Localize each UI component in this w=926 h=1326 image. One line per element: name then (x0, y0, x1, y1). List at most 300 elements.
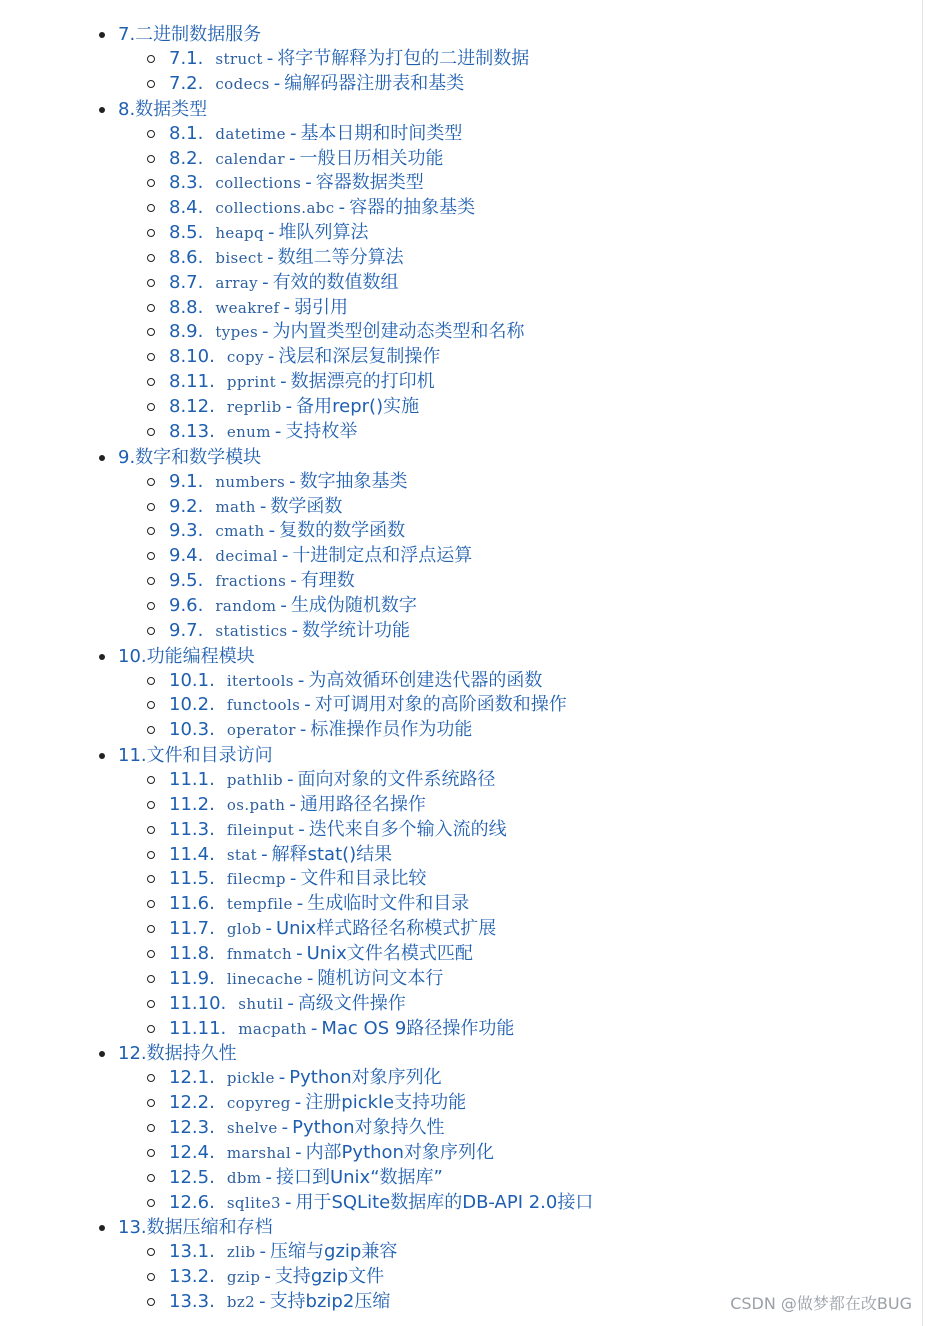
module-description: 数学函数 (270, 495, 343, 517)
separator-dash: - (280, 594, 287, 616)
module-name: cmath (215, 522, 265, 541)
separator-dash: - (289, 470, 296, 492)
separator-dash: - (289, 868, 297, 890)
item-link[interactable] (169, 395, 419, 420)
separator-dash: - (338, 197, 346, 219)
module-description: Python对象序列化 (289, 1067, 442, 1089)
separator-dash: - (296, 943, 303, 964)
separator-dash: - (291, 619, 298, 641)
item-link[interactable] (169, 992, 406, 1017)
item-number: 9.5. (169, 570, 204, 592)
item-link[interactable] (169, 345, 440, 370)
list-item[interactable] (0, 519, 910, 544)
module-name: fnmatch (226, 945, 293, 963)
item-number: 11.11. (169, 1017, 227, 1039)
item-link[interactable] (169, 793, 426, 818)
separator-dash: - (259, 1291, 266, 1313)
section-title-link[interactable]: 13.数据压缩和存档 (118, 1217, 273, 1239)
bullet-circle-icon (147, 1199, 155, 1207)
item-link[interactable] (169, 693, 567, 718)
module-description: Mac OS 9路径操作功能 (321, 1017, 515, 1039)
bullet-circle-icon (147, 403, 155, 411)
section-title-link[interactable]: 11.文件和目录访问 (118, 745, 273, 767)
list-item[interactable] (0, 271, 910, 296)
module-name: glob (226, 920, 262, 939)
module-name: fractions (215, 572, 287, 591)
item-link[interactable] (169, 196, 475, 221)
module-description: 生成伪随机数字 (290, 594, 417, 616)
bullet-circle-icon (147, 353, 155, 361)
module-description: Python对象持久性 (292, 1117, 445, 1139)
item-number: 11.1. (169, 769, 215, 791)
item-number: 9.4. (169, 545, 204, 567)
list-item[interactable] (0, 594, 910, 619)
separator-dash: - (259, 495, 267, 517)
item-number: 8.11. (169, 371, 215, 393)
bullet-circle-icon (147, 552, 155, 560)
item-link[interactable] (169, 594, 417, 619)
module-name: copyreg (226, 1094, 291, 1113)
list-item[interactable] (0, 470, 910, 495)
item-number: 11.6. (169, 893, 215, 915)
module-description: 注册pickle支持功能 (305, 1092, 467, 1114)
list-item[interactable] (0, 1240, 910, 1265)
section-title-link[interactable]: 8.数据类型 (118, 98, 208, 120)
bullet-circle-icon (147, 527, 155, 535)
item-number: 13.3. (169, 1291, 215, 1313)
item-link[interactable] (169, 370, 435, 395)
item-number: 8.5. (169, 222, 204, 244)
item-number: 9.1. (169, 470, 204, 492)
module-description: 对可调用对象的高阶函数和操作 (314, 694, 567, 716)
module-description: 数组二等分算法 (277, 246, 404, 268)
section-heading[interactable] (0, 97, 910, 122)
module-name: copy (226, 348, 264, 367)
list-item[interactable] (0, 619, 910, 644)
sub-item-list (0, 470, 910, 644)
module-name: filecmp (226, 870, 286, 889)
module-name: marshal (226, 1143, 292, 1162)
item-link[interactable] (169, 246, 404, 271)
watermark: CSDN @做梦都在改BUG (730, 1294, 912, 1313)
bullet-circle-icon (147, 1074, 155, 1082)
item-number: 11.8. (169, 943, 215, 964)
separator-dash: - (306, 967, 314, 989)
bullet-disc-icon (99, 32, 105, 38)
module-name: collections.abc (215, 199, 335, 218)
bullet-circle-icon (147, 677, 155, 685)
bullet-circle-icon (147, 254, 155, 262)
item-link[interactable] (169, 470, 408, 495)
module-description: Unix样式路径名称模式扩展 (275, 918, 497, 940)
toc-section (0, 1041, 910, 1215)
list-item[interactable] (0, 718, 910, 743)
item-link[interactable] (169, 768, 496, 793)
item-link[interactable] (169, 1166, 443, 1191)
item-number: 11.2. (169, 793, 215, 815)
module-description: 迭代来自多个输入流的线 (308, 818, 507, 840)
separator-dash: - (266, 48, 274, 69)
section-heading[interactable] (0, 22, 910, 47)
module-name: types (215, 323, 259, 342)
item-number: 8.3. (169, 172, 204, 194)
item-number: 8.12. (169, 395, 215, 417)
list-item[interactable] (0, 72, 910, 97)
module-name: tempfile (226, 895, 293, 914)
module-name: dbm (226, 1168, 262, 1187)
bullet-disc-icon (99, 1051, 105, 1057)
module-name: numbers (215, 472, 286, 491)
table-of-contents (0, 22, 910, 1315)
bullet-disc-icon (99, 455, 105, 461)
module-name: struct (215, 50, 263, 68)
list-item[interactable] (0, 320, 910, 345)
item-link[interactable] (169, 1066, 442, 1091)
section-title-link[interactable]: 9.数字和数学模块 (118, 446, 262, 468)
bullet-circle-icon (147, 1174, 155, 1182)
bullet-circle-icon (147, 826, 155, 834)
separator-dash: - (273, 72, 281, 94)
separator-dash: - (262, 321, 269, 343)
module-name: weakref (215, 298, 280, 317)
list-item[interactable] (0, 221, 910, 246)
module-name: pprint (226, 373, 277, 392)
module-name: codecs (215, 74, 270, 93)
item-link[interactable] (169, 1116, 445, 1141)
module-name: collections (215, 174, 302, 193)
bullet-circle-icon (147, 179, 155, 187)
item-link[interactable] (169, 320, 525, 345)
module-name: bz2 (226, 1293, 256, 1312)
bullet-circle-icon (147, 950, 155, 958)
list-item[interactable] (0, 917, 910, 942)
item-link[interactable] (169, 1191, 593, 1216)
module-name: fileinput (226, 820, 295, 839)
toc-section (0, 743, 910, 1041)
bullet-circle-icon (147, 378, 155, 386)
section-title-link[interactable]: 7.二进制数据服务 (118, 24, 262, 45)
list-item[interactable] (0, 544, 910, 569)
item-number: 11.7. (169, 918, 215, 940)
separator-dash: - (289, 793, 296, 815)
page-edge-divider (922, 0, 923, 1326)
list-item[interactable] (0, 246, 910, 271)
list-item[interactable] (0, 171, 910, 196)
item-number: 8.2. (169, 147, 204, 169)
section-heading[interactable] (0, 445, 910, 470)
item-number: 12.4. (169, 1141, 215, 1163)
module-description: 支持gzip文件 (274, 1266, 385, 1288)
list-item[interactable] (0, 122, 910, 147)
separator-dash: - (280, 371, 287, 393)
module-description: 为高效循环创建迭代器的函数 (308, 669, 543, 691)
item-number: 12.3. (169, 1117, 215, 1139)
module-description: Unix文件名模式匹配 (306, 943, 473, 964)
list-item[interactable] (0, 693, 910, 718)
module-description: 为内置类型创建动态类型和名称 (272, 321, 525, 343)
module-name: sqlite3 (226, 1193, 281, 1212)
item-number: 12.2. (169, 1092, 215, 1114)
module-name: reprlib (226, 397, 282, 416)
separator-dash: - (285, 395, 293, 417)
module-name: pickle (226, 1069, 275, 1088)
separator-dash: - (299, 719, 307, 741)
separator-dash: - (287, 769, 294, 791)
bullet-circle-icon (147, 875, 155, 883)
list-item[interactable] (0, 147, 910, 172)
module-name: os.path (226, 795, 286, 814)
module-description: 内部Python对象序列化 (305, 1141, 494, 1163)
item-link[interactable] (169, 296, 348, 321)
section-heading[interactable] (0, 1041, 910, 1066)
separator-dash: - (274, 420, 282, 442)
list-item[interactable] (0, 793, 910, 818)
item-number: 10.3. (169, 719, 215, 741)
item-link[interactable] (169, 72, 464, 97)
item-number: 8.9. (169, 321, 204, 343)
list-item[interactable] (0, 768, 910, 793)
separator-dash: - (265, 1166, 272, 1188)
item-link[interactable] (169, 1091, 466, 1116)
list-item[interactable] (0, 395, 910, 420)
item-number: 7.2. (169, 72, 204, 94)
module-name: linecache (226, 969, 303, 988)
bullet-circle-icon (147, 328, 155, 336)
sub-item-list (0, 122, 910, 445)
item-number: 8.8. (169, 296, 204, 318)
item-link[interactable] (169, 843, 392, 868)
module-description: 基本日期和时间类型 (300, 122, 463, 144)
list-item[interactable] (0, 1141, 910, 1166)
list-item[interactable] (0, 1066, 910, 1091)
module-description: 十进制定点和浮点运算 (292, 545, 473, 567)
separator-dash: - (281, 545, 289, 567)
module-description: 浅层和深层复制操作 (278, 346, 441, 368)
separator-dash: - (267, 346, 275, 368)
item-number: 8.10. (169, 346, 215, 368)
item-link[interactable] (169, 942, 473, 967)
item-link[interactable] (169, 495, 342, 520)
item-link[interactable] (169, 867, 426, 892)
module-description: 复数的数学函数 (279, 520, 406, 542)
list-item[interactable] (0, 1091, 910, 1116)
separator-dash: - (262, 271, 269, 293)
bullet-circle-icon (147, 776, 155, 784)
item-number: 11.9. (169, 967, 215, 989)
bullet-circle-icon (147, 577, 155, 585)
item-link[interactable] (169, 619, 410, 644)
item-link[interactable] (169, 47, 529, 72)
list-item[interactable] (0, 370, 910, 395)
item-number: 8.7. (169, 271, 204, 293)
separator-dash: - (287, 992, 294, 1014)
separator-dash: - (278, 1067, 286, 1089)
bullet-circle-icon (147, 304, 155, 312)
item-number: 8.4. (169, 197, 204, 219)
separator-dash: - (288, 147, 296, 169)
module-name: pathlib (226, 771, 284, 790)
separator-dash: - (267, 246, 274, 268)
bullet-circle-icon (147, 602, 155, 610)
item-link[interactable] (169, 917, 496, 942)
bullet-circle-icon (147, 55, 155, 63)
item-link[interactable] (169, 271, 399, 296)
module-description: 备用repr()实施 (296, 395, 420, 417)
list-item[interactable] (0, 1166, 910, 1191)
bullet-circle-icon (147, 130, 155, 138)
module-name: statistics (215, 621, 288, 640)
module-description: 通用路径名操作 (299, 793, 426, 815)
bullet-circle-icon (147, 1099, 155, 1107)
bullet-disc-icon (99, 107, 105, 113)
list-item[interactable] (0, 196, 910, 221)
separator-dash: - (295, 1141, 302, 1163)
bullet-circle-icon (147, 1248, 155, 1256)
toc-section (0, 644, 910, 744)
list-item[interactable] (0, 942, 910, 967)
item-number: 8.6. (169, 246, 204, 268)
item-link[interactable] (169, 569, 355, 594)
module-description: 标准操作员作为功能 (310, 719, 473, 741)
bullet-circle-icon (147, 229, 155, 237)
separator-dash: - (283, 296, 291, 318)
list-item[interactable] (0, 892, 910, 917)
separator-dash: - (290, 570, 297, 592)
item-number: 9.3. (169, 520, 204, 542)
module-description: 数字抽象基类 (299, 470, 408, 492)
item-link[interactable] (169, 1017, 514, 1042)
item-link[interactable] (169, 892, 469, 917)
item-link[interactable] (169, 221, 369, 246)
item-number: 10.2. (169, 694, 215, 716)
separator-dash: - (268, 222, 275, 244)
bullet-circle-icon (147, 1298, 155, 1306)
module-description: 支持bzip2压缩 (269, 1291, 391, 1313)
list-item[interactable] (0, 818, 910, 843)
module-description: 高级文件操作 (297, 992, 406, 1014)
module-name: decimal (215, 547, 278, 566)
separator-dash: - (304, 694, 311, 716)
module-description: 有理数 (300, 570, 355, 592)
bullet-circle-icon (147, 801, 155, 809)
item-number: 12.1. (169, 1067, 215, 1089)
item-number: 13.2. (169, 1266, 215, 1288)
sub-item-list (0, 669, 910, 744)
item-link[interactable] (169, 420, 357, 445)
sub-item-list (0, 1066, 910, 1215)
bullet-disc-icon (99, 753, 105, 759)
item-link[interactable] (169, 519, 405, 544)
separator-dash: - (294, 1092, 302, 1114)
module-name: operator (226, 721, 296, 740)
module-name: itertools (226, 671, 294, 690)
list-item[interactable] (0, 296, 910, 321)
list-item[interactable] (0, 569, 910, 594)
list-item[interactable] (0, 669, 910, 694)
item-number: 9.7. (169, 619, 204, 641)
item-link[interactable] (169, 1240, 397, 1265)
item-number: 11.5. (169, 868, 215, 890)
bullet-circle-icon (147, 726, 155, 734)
item-link[interactable] (169, 1290, 390, 1315)
section-heading[interactable] (0, 1215, 910, 1240)
module-description: 支持枚举 (285, 420, 358, 442)
item-link[interactable] (169, 818, 507, 843)
bullet-disc-icon (99, 654, 105, 660)
bullet-circle-icon (147, 851, 155, 859)
list-item[interactable] (0, 967, 910, 992)
module-description: 数学统计功能 (301, 619, 410, 641)
separator-dash: - (264, 1266, 271, 1288)
module-description: 编解码器注册表和基类 (284, 72, 465, 94)
separator-dash: - (261, 843, 268, 865)
module-name: math (215, 497, 256, 516)
bullet-circle-icon (147, 975, 155, 983)
bullet-circle-icon (147, 478, 155, 486)
item-link[interactable] (169, 718, 472, 743)
item-link[interactable] (169, 967, 443, 992)
item-link[interactable] (169, 1141, 494, 1166)
item-number: 11.10. (169, 992, 227, 1014)
module-name: array (215, 273, 259, 292)
module-description: 接口到Unix“数据库” (275, 1166, 443, 1188)
module-name: enum (226, 422, 271, 441)
item-number: 13.1. (169, 1241, 215, 1263)
item-number: 9.6. (169, 594, 204, 616)
bullet-circle-icon (147, 279, 155, 287)
module-description: 有效的数值数组 (272, 271, 399, 293)
item-number: 10.1. (169, 669, 215, 691)
item-number: 11.3. (169, 818, 215, 840)
item-link[interactable] (169, 171, 424, 196)
item-number: 12.6. (169, 1191, 215, 1213)
item-number: 12.5. (169, 1166, 215, 1188)
item-link[interactable] (169, 122, 462, 147)
list-item[interactable] (0, 1191, 910, 1216)
list-item[interactable] (0, 1265, 910, 1290)
module-description: 用于SQLite数据库的DB-API 2.0接口 (295, 1191, 594, 1213)
section-title-link[interactable]: 10.功能编程模块 (118, 645, 255, 667)
item-link[interactable] (169, 669, 542, 694)
bullet-circle-icon (147, 701, 155, 709)
module-description: 弱引用 (294, 296, 349, 318)
module-name: shutil (238, 994, 284, 1013)
bullet-circle-icon (147, 627, 155, 635)
section-heading[interactable] (0, 743, 910, 768)
module-name: functools (226, 696, 301, 715)
list-item[interactable] (0, 843, 910, 868)
section-heading[interactable] (0, 644, 910, 669)
list-item[interactable] (0, 992, 910, 1017)
bullet-circle-icon (147, 155, 155, 163)
module-description: 堆队列算法 (278, 222, 369, 244)
list-item[interactable] (0, 495, 910, 520)
list-item[interactable] (0, 1116, 910, 1141)
item-link[interactable] (169, 147, 443, 172)
toc-section (0, 97, 910, 445)
list-item[interactable] (0, 867, 910, 892)
module-description: 容器的抽象基类 (349, 197, 476, 219)
list-item[interactable] (0, 345, 910, 370)
list-item[interactable] (0, 420, 910, 445)
separator-dash: - (305, 172, 312, 194)
module-description: 容器数据类型 (315, 172, 424, 194)
section-title-link[interactable]: 12.数据持久性 (118, 1043, 237, 1065)
list-item[interactable] (0, 1017, 910, 1042)
item-link[interactable] (169, 544, 472, 569)
item-link[interactable] (169, 1265, 384, 1290)
list-item[interactable] (0, 47, 910, 72)
